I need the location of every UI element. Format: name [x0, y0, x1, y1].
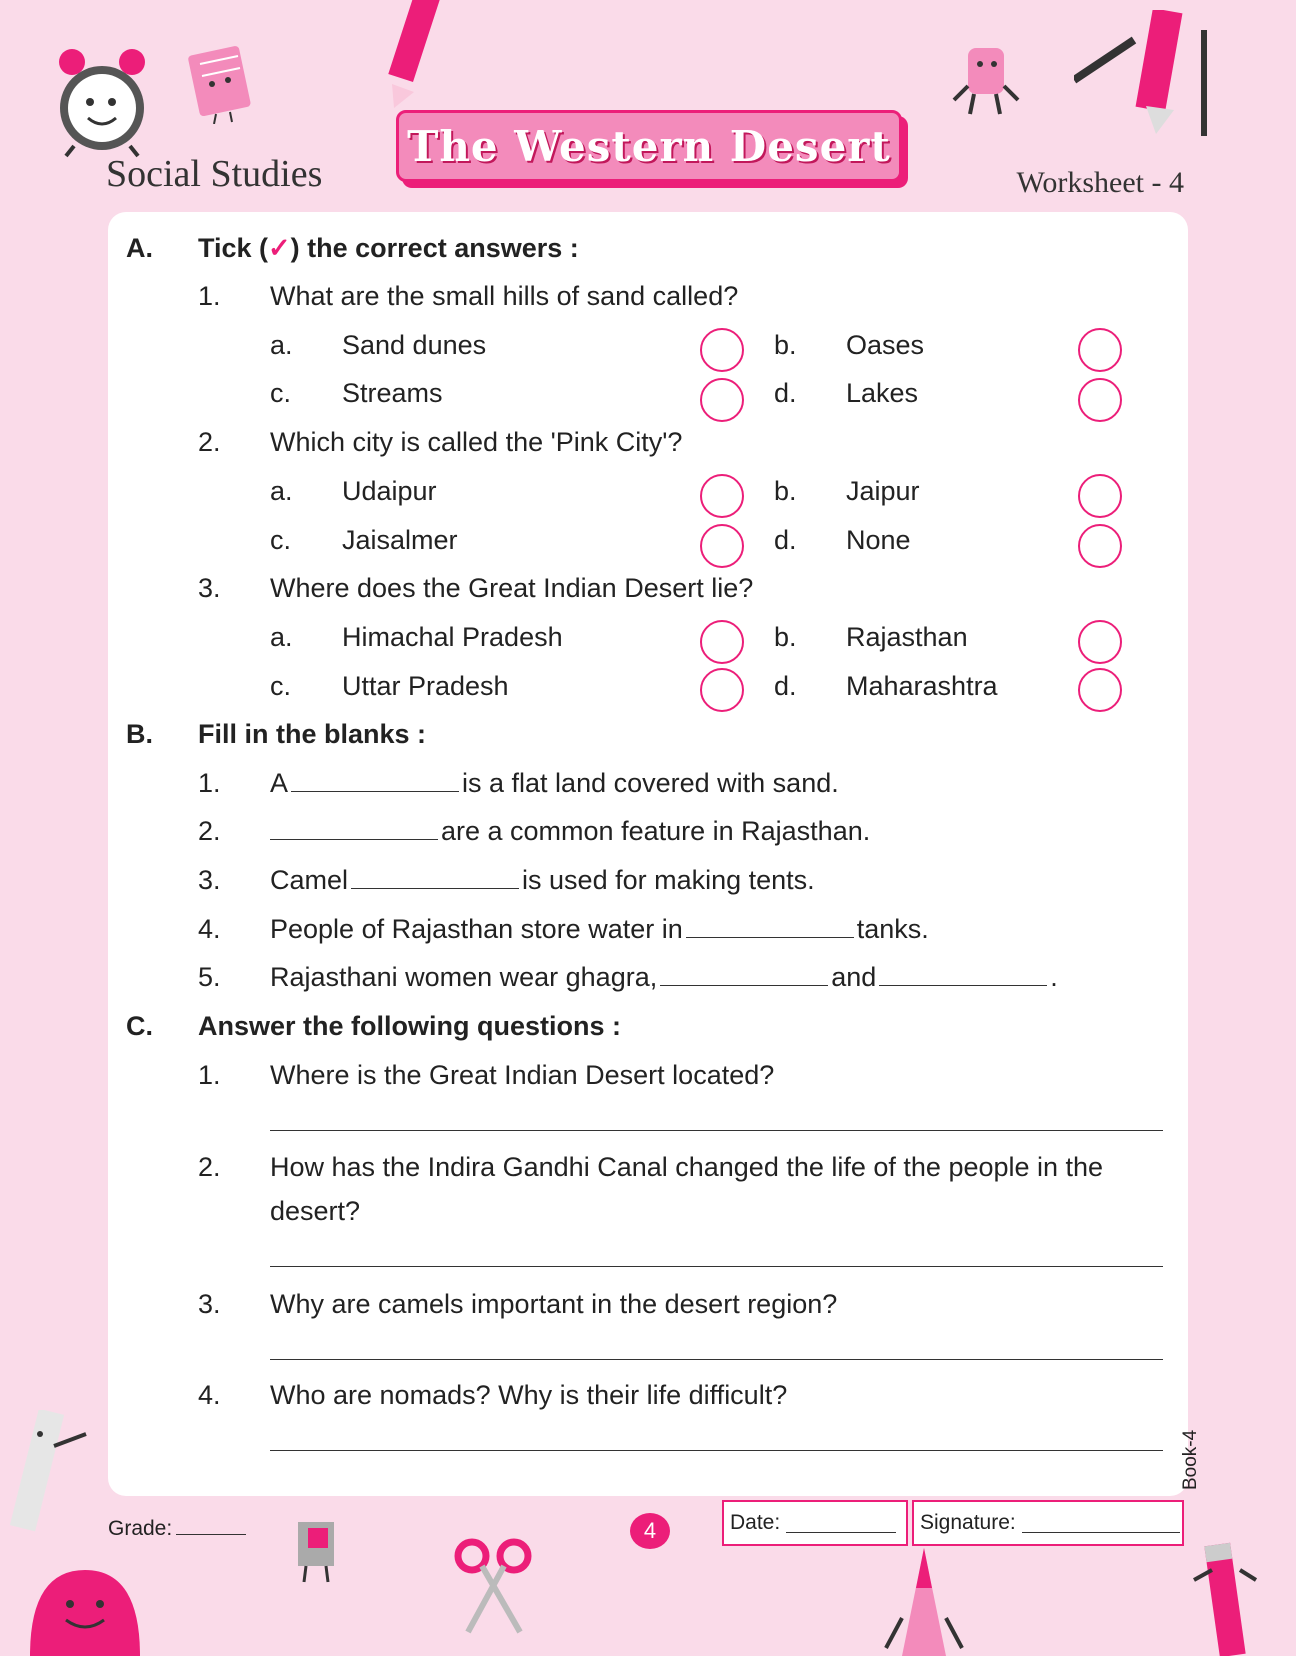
question-text: Why are camels important in the desert region?	[270, 1289, 838, 1319]
question-text: Where is the Great Indian Desert located?	[270, 1060, 775, 1090]
backpack-icon	[20, 1530, 150, 1656]
option-text: Oases	[846, 330, 925, 360]
checkmark-icon: ✓	[268, 233, 291, 263]
option-text: None	[846, 525, 911, 555]
blank-line[interactable]	[351, 864, 519, 889]
grade-field: Grade:	[108, 1516, 246, 1541]
option-key: c.	[270, 671, 292, 701]
option-text: Jaisalmer	[342, 525, 458, 555]
answer-circle[interactable]	[1078, 620, 1122, 664]
section-b-heading: Fill in the blanks :	[198, 719, 427, 749]
fill-blank-item: are a common feature in Rajasthan.	[270, 815, 870, 847]
sharpener-icon	[288, 1518, 348, 1588]
subject-label: Social Studies	[106, 153, 323, 195]
option-key: a.	[270, 476, 293, 506]
answer-circle[interactable]	[700, 524, 744, 568]
answer-line[interactable]	[270, 1359, 1163, 1360]
option-key: d.	[774, 671, 797, 701]
ruler-icon	[10, 1410, 90, 1540]
question-number: 4.	[198, 1380, 221, 1410]
option-key: b.	[774, 330, 797, 360]
question-number: 1.	[198, 281, 221, 311]
question-text: desert?	[270, 1196, 361, 1226]
option-key: a.	[270, 330, 293, 360]
blank-line[interactable]	[660, 961, 828, 986]
fill-blank-item: Rajasthani women wear ghagra, and .	[270, 962, 1058, 992]
eraser-icon	[944, 40, 1024, 120]
question-number: 1.	[198, 1060, 221, 1090]
notepad-icon	[180, 44, 260, 124]
item-number: 3.	[198, 865, 221, 895]
date-box[interactable]: Date:	[722, 1500, 908, 1546]
book-label: Book-4	[1180, 1429, 1201, 1490]
answer-circle[interactable]	[1078, 474, 1122, 518]
section-a-letter: A.	[126, 233, 153, 263]
question-text: Where does the Great Indian Desert lie?	[270, 573, 754, 603]
pen-nib-icon	[1074, 10, 1214, 140]
option-key: b.	[774, 622, 797, 652]
question-text: How has the Indira Gandhi Canal changed the life of the people in the	[270, 1152, 1104, 1182]
option-key: d.	[774, 378, 797, 408]
answer-circle[interactable]	[700, 328, 744, 372]
answer-circle[interactable]	[700, 620, 744, 664]
option-key: c.	[270, 525, 292, 555]
page-title: The Western Desert	[396, 110, 902, 182]
item-number: 4.	[198, 914, 221, 944]
question-text: Who are nomads? Why is their life difficult?	[270, 1380, 788, 1410]
option-text: Maharashtra	[846, 671, 998, 701]
section-c-heading: Answer the following questions :	[198, 1011, 622, 1041]
answer-circle[interactable]	[700, 668, 744, 712]
option-text: Jaipur	[846, 476, 920, 506]
signature-box[interactable]: Signature:	[912, 1500, 1184, 1546]
section-b-letter: B.	[126, 719, 153, 749]
fill-blank-item: Camel is used for making tents.	[270, 865, 815, 895]
question-text: What are the small hills of sand called?	[270, 281, 739, 311]
page-number-badge: 4	[630, 1513, 670, 1549]
option-key: a.	[270, 622, 293, 652]
question-number: 3.	[198, 1289, 221, 1319]
option-text: Uttar Pradesh	[342, 671, 509, 701]
blank-line[interactable]	[879, 961, 1047, 986]
section-a-heading: Tick (✓) the correct answers :	[198, 233, 579, 263]
question-number: 2.	[198, 1152, 221, 1182]
crayon-icon	[884, 1548, 964, 1656]
scissors-icon	[454, 1536, 534, 1636]
fill-blank-item: People of Rajasthan store water in tanks.	[270, 914, 929, 944]
answer-circle[interactable]	[700, 474, 744, 518]
answer-circle[interactable]	[1078, 524, 1122, 568]
question-text: Which city is called the 'Pink City'?	[270, 427, 683, 457]
answer-circle[interactable]	[1078, 378, 1122, 422]
question-number: 2.	[198, 427, 221, 457]
option-text: Udaipur	[342, 476, 437, 506]
grade-line[interactable]	[176, 1516, 246, 1535]
question-number: 3.	[198, 573, 221, 603]
answer-line[interactable]	[270, 1450, 1163, 1451]
option-key: c.	[270, 378, 292, 408]
fill-blank-item: A is a flat land covered with sand.	[270, 768, 839, 798]
option-key: d.	[774, 525, 797, 555]
pencil-icon	[380, 0, 450, 110]
blank-line[interactable]	[270, 815, 438, 840]
pencil-character-icon	[1190, 1540, 1260, 1656]
alarm-clock-icon	[52, 46, 152, 158]
worksheet-number: Worksheet - 4	[1016, 166, 1184, 199]
answer-circle[interactable]	[1078, 668, 1122, 712]
section-c-letter: C.	[126, 1011, 153, 1041]
item-number: 5.	[198, 962, 221, 992]
blank-line[interactable]	[291, 767, 459, 792]
answer-circle[interactable]	[700, 378, 744, 422]
option-text: Himachal Pradesh	[342, 622, 563, 652]
option-text: Sand dunes	[342, 330, 487, 360]
item-number: 2.	[198, 816, 221, 846]
answer-circle[interactable]	[1078, 328, 1122, 372]
blank-line[interactable]	[686, 913, 854, 938]
answer-line[interactable]	[270, 1130, 1163, 1131]
item-number: 1.	[198, 768, 221, 798]
option-text: Rajasthan	[846, 622, 968, 652]
option-key: b.	[774, 476, 797, 506]
answer-line[interactable]	[270, 1266, 1163, 1267]
option-text: Lakes	[846, 378, 919, 408]
option-text: Streams	[342, 378, 443, 408]
